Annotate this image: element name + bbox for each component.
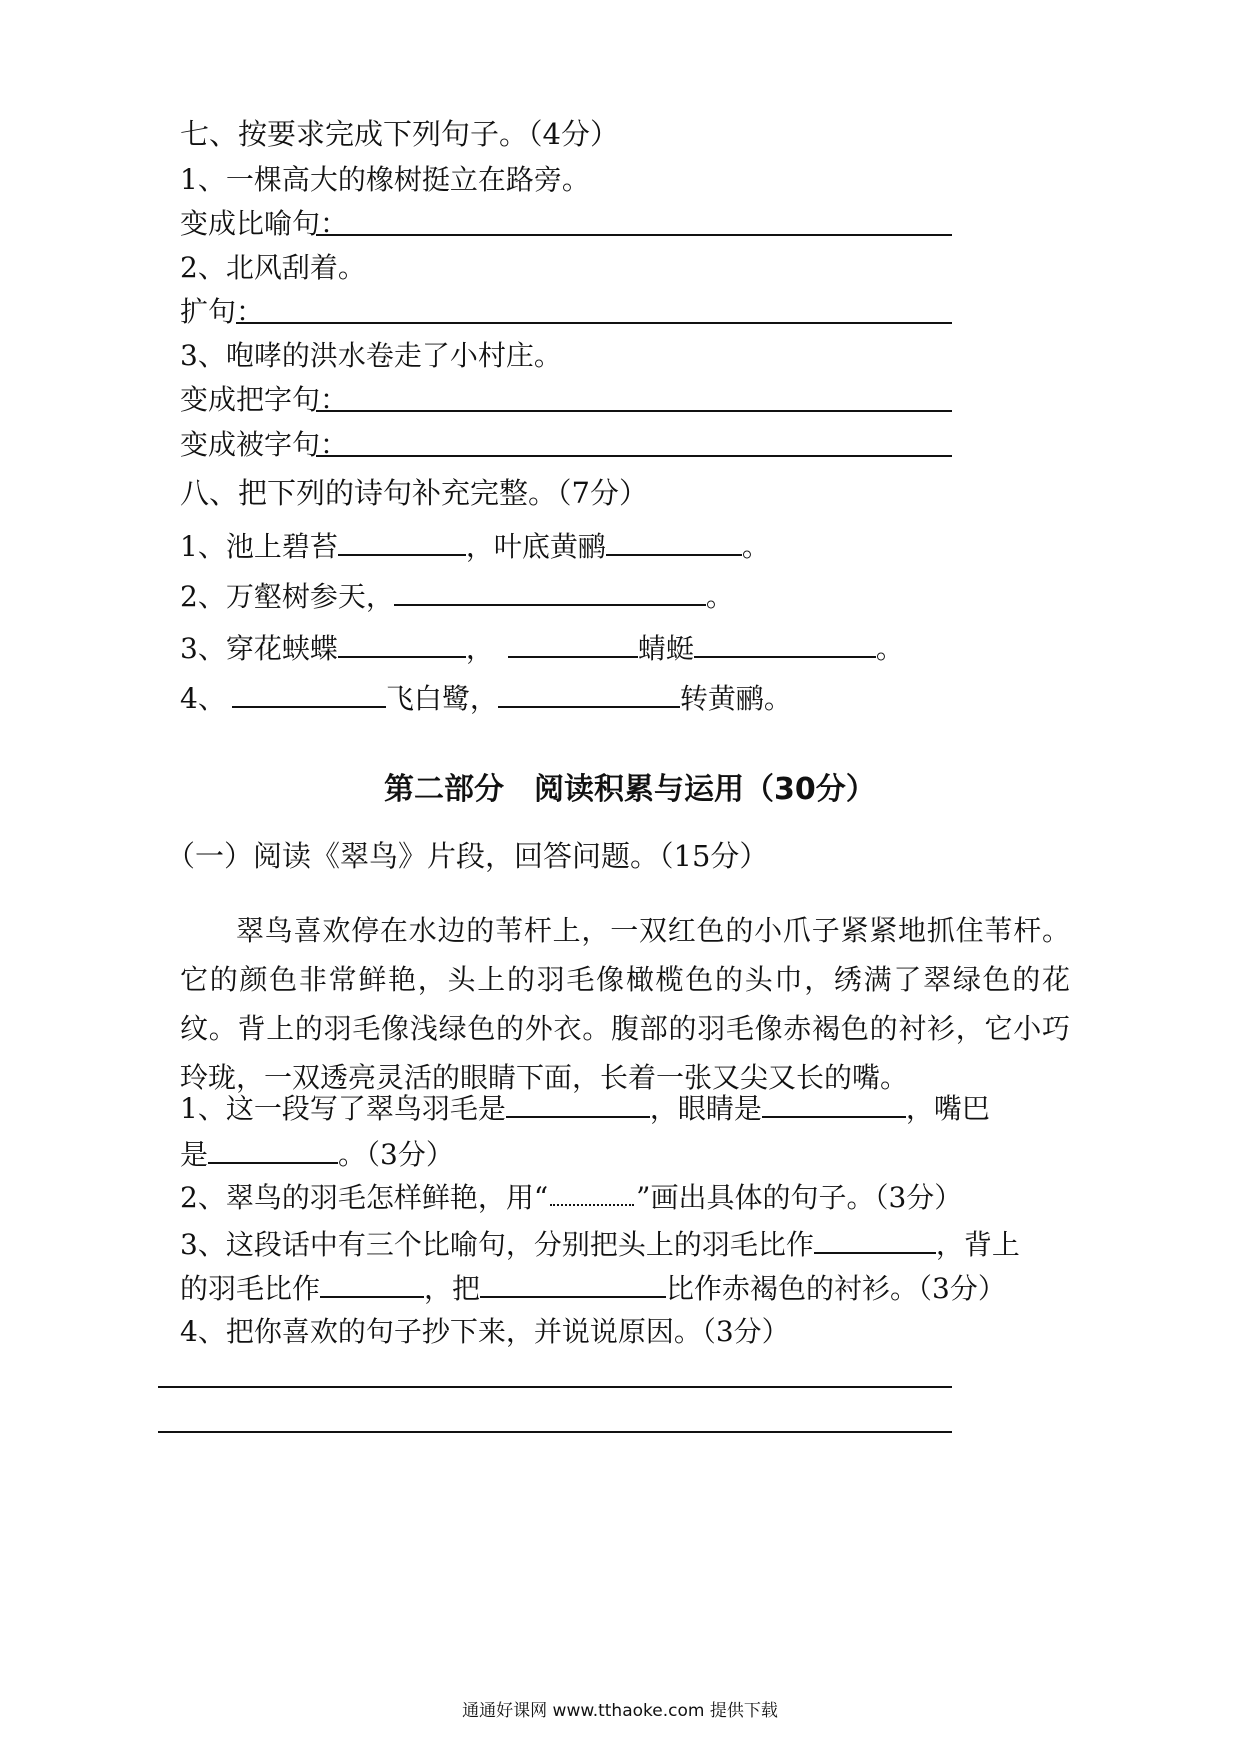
rq1-blank-c[interactable] bbox=[208, 1136, 338, 1164]
s8-question-4 bbox=[180, 680, 792, 717]
s7-question-2: 2、北风刮着。 bbox=[180, 251, 366, 284]
answer-line-1[interactable] bbox=[158, 1386, 952, 1388]
s7-q1-label: 变成比喻句： bbox=[180, 207, 349, 240]
rq3-blank-a[interactable] bbox=[814, 1226, 936, 1254]
s7-q1-answer-line[interactable] bbox=[316, 234, 952, 236]
rq1-blank-b[interactable] bbox=[762, 1090, 906, 1118]
rq3-text-c: 的羽毛比作 bbox=[180, 1272, 321, 1305]
s8-q4-blank-b[interactable] bbox=[498, 680, 680, 708]
s8-q3-text-d: 。 bbox=[875, 632, 904, 665]
s8-q1-text-b: ，叶底黄鹂 bbox=[465, 530, 606, 563]
s8-q1-blank-b[interactable] bbox=[606, 528, 742, 556]
reading-question-2 bbox=[180, 1180, 962, 1216]
rq1-text-c: ，嘴巴 bbox=[905, 1092, 990, 1125]
s7-q3-label-b: 变成被字句： bbox=[180, 428, 349, 461]
rq3-text-d: ，把 bbox=[424, 1272, 481, 1305]
s8-q4-text-b: 飞白鹭， bbox=[385, 682, 498, 715]
reading-question-1 bbox=[180, 1090, 990, 1127]
s8-q1-blank-a[interactable] bbox=[338, 528, 466, 556]
rq1-text-a: 1、这一段写了翠鸟羽毛是 bbox=[180, 1092, 506, 1125]
s8-q2-text-a: 2、万壑树参天， bbox=[180, 580, 394, 613]
wavy-underline-sample bbox=[550, 1194, 634, 1206]
section-8-heading: 八、把下列的诗句补充完整。（7分） bbox=[180, 476, 648, 510]
s7-question-1: 1、一棵高大的橡树挺立在路旁。 bbox=[180, 163, 590, 196]
s8-q4-text-c: 转黄鹂。 bbox=[679, 682, 792, 715]
s8-question-1 bbox=[180, 528, 770, 565]
s7-question-3: 3、咆哮的洪水卷走了小村庄。 bbox=[180, 339, 562, 372]
footer-text: 通通好课网 www.tthaoke.com 提供下载 bbox=[462, 1701, 778, 1721]
part-2-title: 第二部分 阅读积累与运用（30分） bbox=[384, 772, 876, 807]
rq3-blank-c[interactable] bbox=[480, 1270, 666, 1298]
s8-q2-text-b: 。 bbox=[705, 580, 734, 613]
s8-q3-text-a: 3、穿花蛱蝶 bbox=[180, 632, 338, 665]
s7-q2-label: 扩句： bbox=[180, 295, 265, 328]
rq2-text-a: 2、翠鸟的羽毛怎样鲜艳，用“ bbox=[180, 1181, 549, 1214]
s8-q3-text-b: ， bbox=[465, 632, 494, 665]
rq1-text-d: 是 bbox=[180, 1138, 209, 1171]
rq1-blank-a[interactable] bbox=[506, 1090, 650, 1118]
rq3-blank-b[interactable] bbox=[320, 1270, 424, 1298]
s7-q3-label-a: 变成把字句： bbox=[180, 383, 349, 416]
rq1-text-e: 。（3分） bbox=[338, 1138, 454, 1171]
s8-q1-text-a: 1、池上碧苔 bbox=[180, 530, 338, 563]
reading-question-4: 4、把你喜欢的句子抄下来，并说说原因。（3分） bbox=[180, 1315, 790, 1348]
answer-line-2[interactable] bbox=[158, 1431, 952, 1433]
s8-q2-blank[interactable] bbox=[394, 578, 706, 606]
rq3-text-e: 比作赤褐色的衬衫。（3分） bbox=[666, 1272, 1006, 1305]
reading-passage: 翠鸟喜欢停在水边的苇杆上，一双红色的小爪子紧紧地抓住苇杆。它的颜色非常鲜艳，头上的羽毛像橄榄色的头巾，绣满了翠绿色的花纹。背上的羽毛像浅绿色的外衣。腹部的羽毛像赤褐色的衬衫，它小巧玲珑，一双透亮灵活的眼睛下面，长着一张又尖又长的嘴。 bbox=[180, 914, 1070, 1094]
reading-heading: （一）阅读《翠鸟》片段，回答问题。（15分） bbox=[166, 839, 769, 873]
s8-question-3 bbox=[180, 630, 904, 667]
reading-question-3-cont bbox=[180, 1270, 1006, 1307]
rq3-text-b: ，背上 bbox=[935, 1228, 1020, 1261]
s8-q4-blank-a[interactable] bbox=[232, 680, 386, 708]
s7-q3-answer-line-a[interactable] bbox=[316, 410, 952, 412]
s8-q3-blank-b[interactable] bbox=[508, 630, 638, 658]
s8-q4-text-a: 4、 bbox=[180, 682, 226, 715]
s8-q3-text-c: 蜻蜓 bbox=[637, 632, 694, 665]
rq3-text-a: 3、这段话中有三个比喻句，分别把头上的羽毛比作 bbox=[180, 1228, 814, 1261]
reading-question-3 bbox=[180, 1226, 1020, 1263]
s7-q3-answer-line-b[interactable] bbox=[316, 455, 952, 457]
s8-q3-blank-a[interactable] bbox=[338, 630, 466, 658]
s8-q3-blank-c[interactable] bbox=[694, 630, 876, 658]
s8-question-2 bbox=[180, 578, 734, 615]
s7-q2-answer-line[interactable] bbox=[236, 322, 952, 324]
rq1-text-b: ，眼睛是 bbox=[649, 1092, 762, 1125]
s8-q1-text-c: 。 bbox=[741, 530, 770, 563]
section-7-heading: 七、按要求完成下列句子。（4分） bbox=[180, 117, 619, 151]
rq2-text-b: ”画出具体的句子。（3分） bbox=[636, 1181, 963, 1214]
reading-question-1-cont bbox=[180, 1136, 454, 1173]
